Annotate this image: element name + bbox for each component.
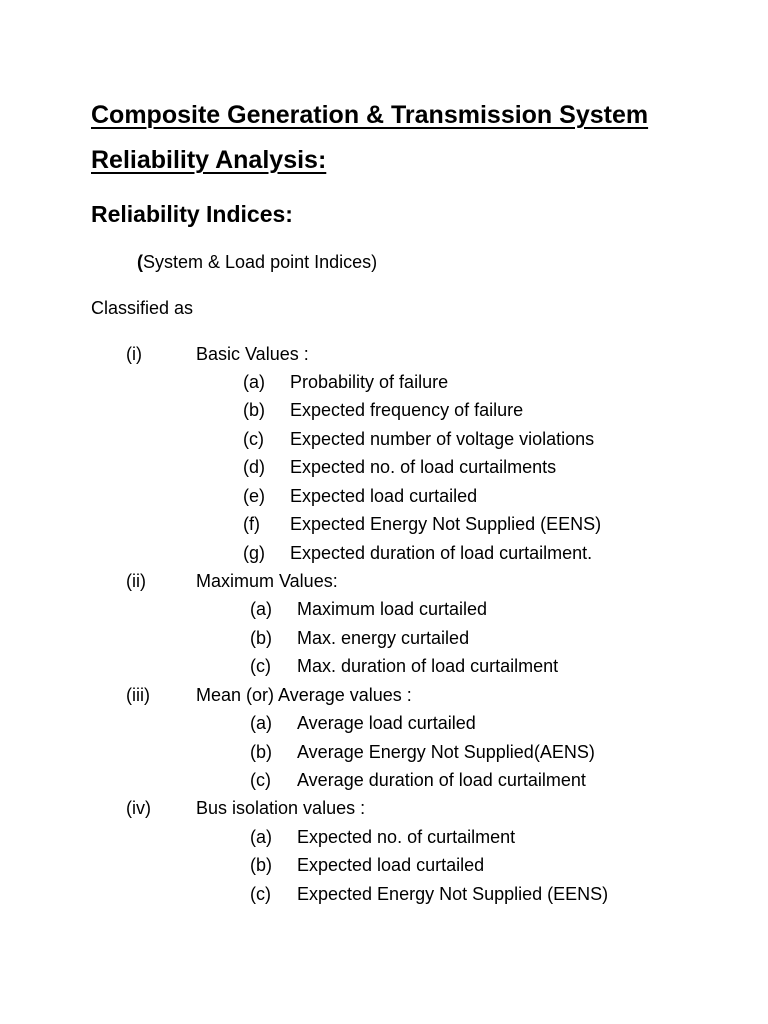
item-text: Expected number of voltage violations — [290, 429, 595, 449]
item-letter: (d) — [243, 457, 265, 477]
item-letter: (c) — [250, 770, 271, 790]
item-text: Expected Energy Not Supplied (EENS) — [297, 884, 609, 904]
item-letter: (b) — [250, 628, 272, 648]
section-number: (iii) — [126, 685, 150, 705]
item-text: Probability of failure — [290, 372, 449, 392]
item-text: Average load curtailed — [297, 713, 476, 733]
item-letter: (g) — [243, 543, 265, 563]
section-title: Bus isolation values : — [196, 798, 366, 818]
subnote-text: System & Load point Indices) — [143, 252, 378, 272]
section-number: (i) — [126, 344, 142, 364]
item-letter: (f) — [243, 514, 260, 534]
item-text: Expected no. of curtailment — [297, 827, 516, 847]
item-letter: (c) — [250, 884, 271, 904]
item-text: Max. duration of load curtailment — [297, 656, 559, 676]
item-text: Expected load curtailed — [290, 486, 478, 506]
document-title-line1: Composite Generation & Transmission System — [91, 101, 649, 129]
classified-as-label: Classified as — [91, 298, 194, 318]
section-title: Maximum Values: — [196, 571, 338, 591]
item-letter: (b) — [243, 400, 265, 420]
section-number: (iv) — [126, 798, 151, 818]
item-text: Average duration of load curtailment — [297, 770, 586, 790]
item-text: Expected frequency of failure — [290, 400, 524, 420]
item-letter: (c) — [250, 656, 271, 676]
section-heading: Reliability Indices: — [91, 201, 293, 227]
item-letter: (a) — [250, 599, 272, 619]
document-title-line2: Reliability Analysis: — [91, 146, 327, 174]
item-letter: (a) — [243, 372, 265, 392]
item-letter: (a) — [250, 827, 272, 847]
item-text: Expected duration of load curtailment. — [290, 543, 593, 563]
section-title: Basic Values : — [196, 344, 309, 364]
section-number: (ii) — [126, 571, 146, 591]
item-text: Maximum load curtailed — [297, 599, 488, 619]
item-text: Expected load curtailed — [297, 855, 485, 875]
subnote — [137, 248, 377, 276]
item-text: Average Energy Not Supplied(AENS) — [297, 742, 595, 762]
item-letter: (c) — [243, 429, 264, 449]
item-text: Expected no. of load curtailments — [290, 457, 557, 477]
item-letter: (b) — [250, 742, 272, 762]
item-letter: (a) — [250, 713, 272, 733]
section-title: Mean (or) Average values : — [196, 685, 412, 705]
item-letter: (b) — [250, 855, 272, 875]
item-letter: (e) — [243, 486, 265, 506]
item-text: Max. energy curtailed — [297, 628, 470, 648]
item-text: Expected Energy Not Supplied (EENS) — [290, 514, 602, 534]
subnote-open-paren: ( — [137, 252, 143, 272]
